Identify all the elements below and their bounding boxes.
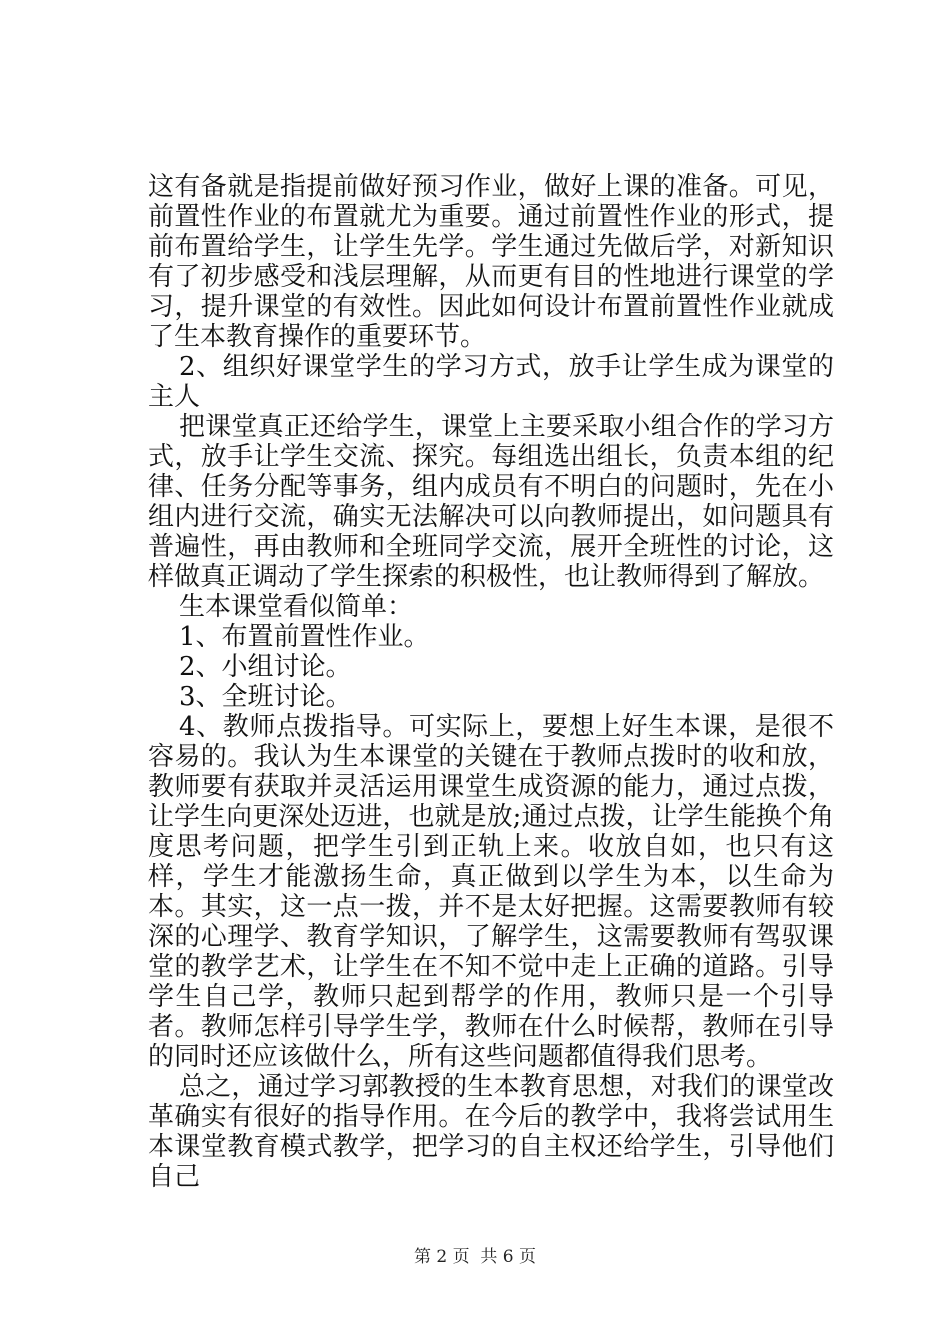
list-item-4-paragraph: 4、教师点拨指导。可实际上，要想上好生本课，是很不容易的。我认为生本课堂的关键在于教师点拨时的收和放，教师要有获取并灵活运用课堂生成资源的能力，通过点拨，让学生向更深处迈进，也就是放;通过点拨，让学生能换个角度思考问题，把学生引到正轨上来。收放自如，也只有这样，学生才能激扬生命，真正做到以学生为本，以生命为本。其实，这一点一拨，并不是太好把握。这需要教师有较深的心理学、教育学知识，了解学生，这需要教师有驾驭课堂的教学艺术，让学生在不知不觉中走上正确的道路。引导学生自己学，教师只起到帮学的作用，教师只是一个引导者。教师怎样引导学生学，教师在什么时候帮，教师在引导的同时还应该做什么，所有这些问题都值得我们思考。 <box>148 712 834 1072</box>
heading-organize-learning: 2、组织好课堂学生的学习方式，放手让学生成为课堂的主人 <box>148 352 834 412</box>
list-intro: 生本课堂看似简单： <box>179 592 414 622</box>
document-body <box>148 172 834 1192</box>
paragraph-return-class: 把课堂真正还给学生，课堂上主要采取小组合作的学习方式，放手让学生交流、探究。每组选出组长，负责本组的纪律、任务分配等事务，组内成员有不明白的问题时，先在小组内进行交流，确实无法解决可以向教师提出，如问题具有普遍性，再由教师和全班同学交流，展开全班性的讨论，这样做真正调动了学生探索的积极性，也让教师得到了解放。 <box>148 412 834 592</box>
list-item-3: 3、全班讨论。 <box>179 682 352 712</box>
page-number-footer: 第 2 页 共 6 页 <box>413 1247 537 1267</box>
list-item-1: 1、布置前置性作业。 <box>179 622 430 652</box>
paragraph-preview-homework: 这有备就是指提前做好预习作业，做好上课的准备。可见，前置性作业的布置就尤为重要。通过前置性作业的形式，提前布置给学生，让学生先学。学生通过先做后学，对新知识有了初步感受和浅层理解，从而更有目的性地进行课堂的学习，提升课堂的有效性。因此如何设计布置前置性作业就成了生本教育操作的重要环节。 <box>148 172 834 352</box>
paragraph-conclusion: 总之，通过学习郭教授的生本教育思想，对我们的课堂改革确实有很好的指导作用。在今后的教学中，我将尝试用生本课堂教育模式教学，把学习的自主权还给学生，引导他们自己 <box>148 1072 834 1192</box>
list-item-2: 2、小组讨论。 <box>179 652 352 682</box>
